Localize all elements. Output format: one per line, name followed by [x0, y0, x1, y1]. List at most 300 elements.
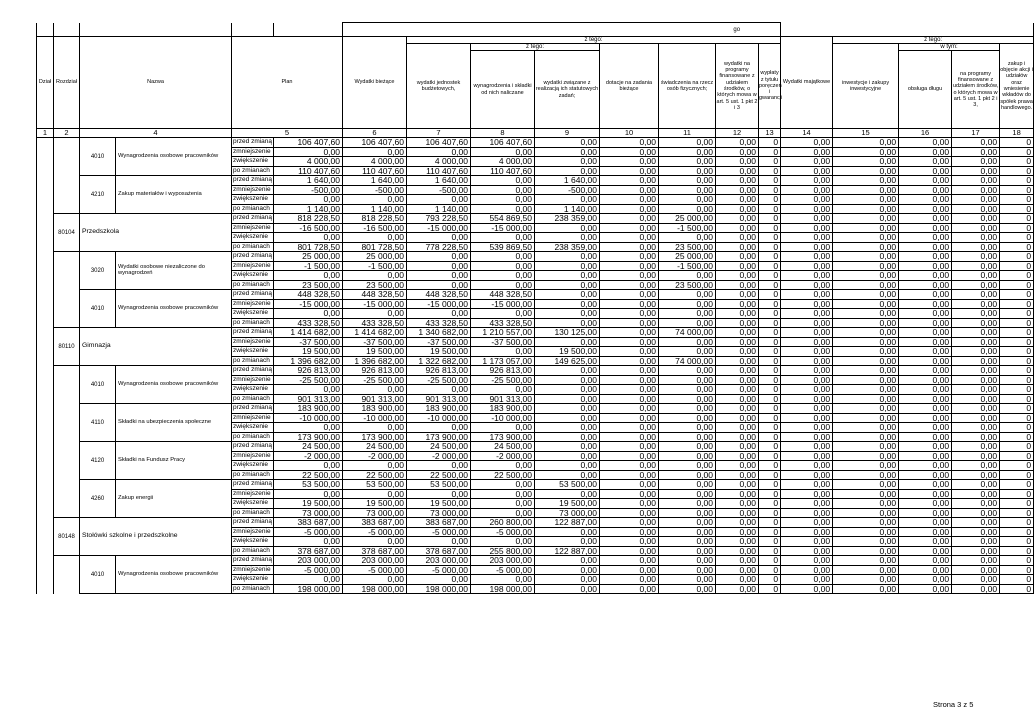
value-cell: -500,00	[274, 185, 343, 195]
value-cell: 106 407,60	[343, 138, 407, 148]
value-cell: 0,00	[716, 242, 759, 252]
value-cell: 24 500,00	[407, 442, 471, 452]
value-cell: 25 000,00	[343, 252, 407, 262]
value-cell: 0,00	[407, 252, 471, 262]
paragraf-code: 3020	[80, 252, 116, 290]
value-cell: 0,00	[659, 366, 716, 376]
value-cell: 0	[759, 223, 781, 233]
value-cell: 0,00	[274, 575, 343, 585]
rozdzial-cell	[54, 138, 80, 176]
value-cell: 0,00	[274, 233, 343, 243]
value-cell: 0,00	[600, 242, 659, 252]
value-cell: 0,00	[659, 451, 716, 461]
value-cell: 0,00	[535, 537, 600, 547]
row-label: zwiększenie	[232, 271, 274, 281]
value-cell: 0	[1000, 508, 1034, 518]
value-cell: 0	[759, 565, 781, 575]
value-cell: 0,00	[407, 423, 471, 433]
value-cell: 0,00	[833, 394, 899, 404]
row-label: zwiększenie	[232, 423, 274, 433]
value-cell: 0,00	[471, 385, 535, 395]
value-cell: 0,00	[833, 546, 899, 556]
value-cell: 0	[759, 451, 781, 461]
table-row	[37, 556, 1034, 566]
paragraf-name: Wynagrodzenia osobowe pracowników	[116, 366, 232, 404]
value-cell: 0,00	[781, 556, 833, 566]
value-cell: 0,00	[833, 318, 899, 328]
value-cell: 778 228,50	[407, 242, 471, 252]
value-cell: 0,00	[600, 195, 659, 205]
value-cell: 0,00	[899, 508, 952, 518]
value-cell: 0,00	[659, 489, 716, 499]
value-cell: 0	[759, 404, 781, 414]
paragraf-name: Wynagrodzenia osobowe pracowników	[116, 138, 232, 176]
value-cell: 0,00	[600, 309, 659, 319]
value-cell: -500,00	[407, 185, 471, 195]
value-cell: 0,00	[833, 413, 899, 423]
value-cell: 0,00	[833, 508, 899, 518]
col-wydatki-zwiazane: wydatki związane z realizacją ich statutowych zadań;	[535, 51, 600, 129]
value-cell: 0,00	[952, 432, 1000, 442]
value-cell: 0	[759, 195, 781, 205]
value-cell: 0	[759, 423, 781, 433]
value-cell: 0,00	[833, 480, 899, 490]
value-cell: 0,00	[833, 214, 899, 224]
value-cell: 0,00	[781, 565, 833, 575]
header-fragment: go	[343, 23, 781, 37]
value-cell: 0,00	[716, 366, 759, 376]
value-cell: 0,00	[952, 157, 1000, 167]
value-cell: 0,00	[716, 432, 759, 442]
value-cell: 0,00	[471, 309, 535, 319]
value-cell: 0,00	[659, 299, 716, 309]
value-cell: 1 322 682,00	[407, 356, 471, 366]
value-cell: 0,00	[716, 157, 759, 167]
value-cell: -5 000,00	[343, 565, 407, 575]
value-cell: -10 000,00	[343, 413, 407, 423]
value-cell: 0,00	[781, 394, 833, 404]
value-cell: 0,00	[716, 394, 759, 404]
value-cell: 0	[759, 309, 781, 319]
col-wynagrodzenia: wynagrodzenia i składki od nich naliczane	[471, 51, 535, 129]
value-cell: 448 328,50	[274, 290, 343, 300]
value-cell: 0,00	[899, 280, 952, 290]
value-cell: 0	[1000, 242, 1034, 252]
value-cell: 1 414 682,00	[343, 328, 407, 338]
value-cell: 0,00	[833, 328, 899, 338]
value-cell: 0,00	[952, 385, 1000, 395]
value-cell: -10 000,00	[471, 413, 535, 423]
value-cell: 0,00	[899, 309, 952, 319]
value-cell: 22 500,00	[471, 470, 535, 480]
value-cell: 0	[759, 299, 781, 309]
value-cell: 0,00	[407, 309, 471, 319]
value-cell: 203 000,00	[407, 556, 471, 566]
value-cell: 0,00	[535, 337, 600, 347]
value-cell: 0,00	[535, 451, 600, 461]
value-cell: 1 640,00	[535, 176, 600, 186]
value-cell: 0,00	[659, 233, 716, 243]
value-cell: 25 000,00	[659, 252, 716, 262]
value-cell: 926 813,00	[343, 366, 407, 376]
value-cell: 0	[759, 204, 781, 214]
value-cell: 0,00	[716, 537, 759, 547]
value-cell: 0	[759, 537, 781, 547]
value-cell: 0,00	[781, 185, 833, 195]
value-cell: 0	[759, 394, 781, 404]
row-label: zmniejszenie	[232, 299, 274, 309]
value-cell: 0,00	[781, 337, 833, 347]
paragraf-name: Wynagrodzenia osobowe pracowników	[116, 556, 232, 594]
value-cell: 0,00	[600, 423, 659, 433]
col-wydatki-majatkowe: Wydatki majątkowe	[781, 37, 833, 129]
value-cell: 130 125,00	[535, 328, 600, 338]
value-cell: -5 000,00	[343, 527, 407, 537]
row-label: przed zmianą	[233, 328, 273, 335]
value-cell: 183 900,00	[343, 404, 407, 414]
value-cell: 0,00	[952, 423, 1000, 433]
value-cell: 0,00	[833, 138, 899, 148]
value-cell: 0,00	[781, 413, 833, 423]
value-cell: 0,00	[833, 499, 899, 509]
row-label: przed zmianą	[233, 442, 273, 449]
value-cell: -1 500,00	[274, 261, 343, 271]
value-cell: 0	[759, 432, 781, 442]
value-cell: 0,00	[833, 575, 899, 585]
table-row	[37, 480, 1034, 490]
dzial-cell	[37, 366, 54, 404]
value-cell: 0,00	[781, 375, 833, 385]
value-cell: -15 000,00	[343, 299, 407, 309]
value-cell: 0,00	[899, 166, 952, 176]
value-cell: 0,00	[833, 252, 899, 262]
value-cell: 0,00	[899, 261, 952, 271]
value-cell: 0	[1000, 261, 1034, 271]
value-cell: -15 000,00	[407, 223, 471, 233]
value-cell: 198 000,00	[471, 584, 535, 594]
rozdzial-cell	[54, 290, 80, 328]
value-cell: 0,00	[471, 195, 535, 205]
value-cell: -15 000,00	[471, 223, 535, 233]
dzial-cell	[37, 518, 54, 556]
value-cell: 0,00	[833, 537, 899, 547]
value-cell: 0,00	[471, 204, 535, 214]
value-cell: 0,00	[659, 375, 716, 385]
value-cell: 0,00	[952, 147, 1000, 157]
value-cell: 0,00	[471, 537, 535, 547]
value-cell: 0	[759, 461, 781, 471]
value-cell: 74 000,00	[659, 328, 716, 338]
col-inwestycje: inwestycje i zakupy inwestycyjne	[833, 44, 899, 129]
value-cell: 0	[1000, 252, 1034, 262]
value-cell: 0,00	[535, 280, 600, 290]
value-cell: 1 414 682,00	[274, 328, 343, 338]
value-cell: 0,00	[899, 195, 952, 205]
value-cell: 0,00	[899, 337, 952, 347]
value-cell: 0,00	[600, 138, 659, 148]
value-cell: 0,00	[899, 375, 952, 385]
value-cell: 0,00	[952, 404, 1000, 414]
value-cell: 0,00	[833, 451, 899, 461]
value-cell: -5 000,00	[407, 565, 471, 575]
value-cell: -1 500,00	[659, 223, 716, 233]
value-cell: 0,00	[899, 366, 952, 376]
value-cell: 0,00	[407, 271, 471, 281]
value-cell: 0,00	[833, 299, 899, 309]
value-cell: 0	[759, 280, 781, 290]
value-cell: 0,00	[600, 328, 659, 338]
value-cell: 0,00	[899, 527, 952, 537]
value-cell: 801 728,50	[343, 242, 407, 252]
column-number: 18	[1000, 129, 1034, 138]
value-cell: 0,00	[716, 499, 759, 509]
col-programy: wydatki na programy finansowane z udziałem środków, o których mowa w art. 5 ust. 1 pkt 2 i 3	[716, 44, 759, 129]
value-cell: 0,00	[600, 290, 659, 300]
value-cell: 0,00	[600, 157, 659, 167]
column-number: 14	[781, 129, 833, 138]
value-cell: 0,00	[659, 461, 716, 471]
value-cell: 110 407,60	[407, 166, 471, 176]
column-number: 5	[232, 129, 343, 138]
value-cell: 0	[1000, 138, 1034, 148]
value-cell: 23 500,00	[659, 280, 716, 290]
value-cell: 0,00	[600, 584, 659, 594]
value-cell: 25 000,00	[274, 252, 343, 262]
value-cell: 238 359,00	[535, 242, 600, 252]
value-cell: 0,00	[952, 166, 1000, 176]
value-cell: 19 500,00	[407, 347, 471, 357]
value-cell: 0	[1000, 565, 1034, 575]
value-cell: 0,00	[899, 328, 952, 338]
col-dzial: Dział	[37, 37, 54, 129]
value-cell: 0,00	[781, 214, 833, 224]
value-cell: 0,00	[952, 470, 1000, 480]
value-cell: 0,00	[600, 413, 659, 423]
value-cell: 0,00	[659, 157, 716, 167]
value-cell: -37 500,00	[471, 337, 535, 347]
value-cell: 0,00	[781, 404, 833, 414]
value-cell: 0,00	[899, 318, 952, 328]
value-cell: -5 000,00	[274, 565, 343, 575]
value-cell: 0,00	[716, 166, 759, 176]
value-cell: 0	[1000, 366, 1034, 376]
rozdzial-cell	[54, 442, 80, 480]
value-cell: 0,00	[833, 261, 899, 271]
value-cell: 0,00	[716, 413, 759, 423]
value-cell: 0	[1000, 404, 1034, 414]
value-cell: 0,00	[716, 375, 759, 385]
value-cell: 0,00	[600, 442, 659, 452]
value-cell: 0,00	[600, 366, 659, 376]
value-cell: 0,00	[716, 204, 759, 214]
value-cell: 260 800,00	[471, 518, 535, 528]
value-cell: 0,00	[659, 584, 716, 594]
value-cell: 0,00	[952, 214, 1000, 224]
paragraf-code: 4260	[80, 480, 116, 518]
value-cell: 0,00	[952, 499, 1000, 509]
value-cell: 53 500,00	[535, 480, 600, 490]
value-cell: 110 407,60	[274, 166, 343, 176]
value-cell: 0,00	[600, 499, 659, 509]
value-cell: 0,00	[600, 527, 659, 537]
value-cell: 0,00	[833, 366, 899, 376]
value-cell: 0,00	[899, 489, 952, 499]
row-label: przed zmianą	[233, 138, 273, 145]
value-cell: -5 000,00	[471, 527, 535, 537]
value-cell: 0	[759, 356, 781, 366]
value-cell: 0,00	[899, 347, 952, 357]
value-cell: 0,00	[899, 223, 952, 233]
value-cell: 0,00	[343, 489, 407, 499]
value-cell: 53 500,00	[343, 480, 407, 490]
value-cell: 0,00	[952, 461, 1000, 471]
value-cell: 0,00	[899, 204, 952, 214]
value-cell: 0,00	[781, 147, 833, 157]
row-label: zwiększenie	[232, 309, 274, 319]
value-cell: 203 000,00	[471, 556, 535, 566]
row-label: zmniejszenie	[232, 451, 274, 461]
value-cell: 1 140,00	[407, 204, 471, 214]
value-cell: 0,00	[471, 575, 535, 585]
value-cell: 0,00	[952, 489, 1000, 499]
value-cell: 0,00	[716, 470, 759, 480]
value-cell: 0,00	[716, 337, 759, 347]
value-cell: 0,00	[952, 271, 1000, 281]
value-cell: 0,00	[781, 347, 833, 357]
value-cell: 0,00	[952, 242, 1000, 252]
value-cell: 0,00	[600, 556, 659, 566]
value-cell: 0,00	[600, 470, 659, 480]
value-cell: 0,00	[899, 451, 952, 461]
dzial-cell	[37, 556, 54, 594]
value-cell: 0,00	[781, 584, 833, 594]
value-cell: 73 000,00	[274, 508, 343, 518]
row-label: zmniejszenie	[232, 261, 274, 271]
value-cell: 0,00	[600, 546, 659, 556]
value-cell: 0	[759, 413, 781, 423]
column-number: 15	[833, 129, 899, 138]
value-cell: 0,00	[600, 166, 659, 176]
row-label: zmniejszenie	[232, 375, 274, 385]
value-cell: 0,00	[659, 413, 716, 423]
value-cell: 0,00	[781, 195, 833, 205]
value-cell: 198 000,00	[407, 584, 471, 594]
value-cell: 24 500,00	[471, 442, 535, 452]
row-label: przed zmianą	[233, 480, 273, 487]
value-cell: 0,00	[659, 432, 716, 442]
value-cell: 173 900,00	[274, 432, 343, 442]
col-plan: Plan	[232, 37, 343, 129]
value-cell: 0,00	[274, 271, 343, 281]
value-cell: 122 887,00	[535, 518, 600, 528]
rozdzial-name: Przedszkola	[80, 214, 232, 252]
value-cell: 0,00	[716, 195, 759, 205]
value-cell: 0,00	[833, 385, 899, 395]
value-cell: 0,00	[535, 556, 600, 566]
value-cell: 0,00	[899, 404, 952, 414]
value-cell: 0,00	[535, 309, 600, 319]
value-cell: 433 328,50	[471, 318, 535, 328]
value-cell: 0,00	[535, 138, 600, 148]
value-cell: -5 000,00	[274, 527, 343, 537]
value-cell: 0	[759, 508, 781, 518]
value-cell: 0,00	[833, 242, 899, 252]
dzial-cell	[37, 214, 54, 252]
value-cell: 0,00	[659, 271, 716, 281]
value-cell: 0,00	[535, 584, 600, 594]
column-number: 10	[600, 129, 659, 138]
value-cell: 0,00	[952, 527, 1000, 537]
value-cell: -5 000,00	[407, 527, 471, 537]
value-cell: 0,00	[716, 223, 759, 233]
value-cell: -2 000,00	[343, 451, 407, 461]
value-cell: 0,00	[274, 147, 343, 157]
column-number: 1	[37, 129, 54, 138]
value-cell: 0,00	[471, 252, 535, 262]
value-cell: 19 500,00	[343, 347, 407, 357]
value-cell: 0,00	[952, 252, 1000, 262]
value-cell: 0,00	[716, 423, 759, 433]
value-cell: 0,00	[600, 204, 659, 214]
col-programy-2: na programy finansowane z udziałem środków, o których mowa w art. 5 ust. 1 pkt 2 i 3,	[952, 51, 1000, 129]
value-cell: 0	[759, 271, 781, 281]
value-cell: 0,00	[952, 204, 1000, 214]
value-cell: 901 313,00	[274, 394, 343, 404]
value-cell: 793 228,50	[407, 214, 471, 224]
value-cell: 4 000,00	[471, 157, 535, 167]
paragraf-code: 4010	[80, 366, 116, 404]
value-cell: 0,00	[833, 271, 899, 281]
value-cell: -15 000,00	[274, 299, 343, 309]
value-cell: 0,00	[952, 584, 1000, 594]
value-cell: 0,00	[407, 147, 471, 157]
dzial-cell	[37, 138, 54, 176]
value-cell: 0	[759, 290, 781, 300]
value-cell: 0,00	[600, 451, 659, 461]
value-cell: 0,00	[274, 309, 343, 319]
value-cell: 0,00	[659, 556, 716, 566]
value-cell: 378 687,00	[343, 546, 407, 556]
value-cell: 0,00	[899, 584, 952, 594]
value-cell: 1 640,00	[343, 176, 407, 186]
value-cell: 0	[1000, 185, 1034, 195]
value-cell: 0,00	[781, 138, 833, 148]
col-group-z-tego-1: z tego:	[407, 37, 781, 44]
value-cell: 0	[759, 147, 781, 157]
row-label: zwiększenie	[232, 157, 274, 167]
value-cell: 0	[759, 214, 781, 224]
value-cell: 0,00	[471, 499, 535, 509]
value-cell: -10 000,00	[407, 413, 471, 423]
value-cell: 0,00	[600, 223, 659, 233]
value-cell: 0	[1000, 394, 1034, 404]
page-number: Strona 3 z 5	[933, 700, 974, 709]
value-cell: 0,00	[781, 480, 833, 490]
value-cell: 0,00	[899, 442, 952, 452]
rozdzial-cell	[54, 556, 80, 594]
value-cell: 0	[759, 489, 781, 499]
row-label: zmniejszenie	[232, 527, 274, 537]
value-cell: 255 800,00	[471, 546, 535, 556]
value-cell: 0	[759, 470, 781, 480]
col-dotacje: dotacje na zadania bieżące	[600, 44, 659, 129]
value-cell: -1 500,00	[659, 261, 716, 271]
value-cell: 19 500,00	[535, 499, 600, 509]
value-cell: 0,00	[471, 461, 535, 471]
value-cell: 1 140,00	[274, 204, 343, 214]
value-cell: 0,00	[600, 261, 659, 271]
value-cell: 0,00	[535, 166, 600, 176]
